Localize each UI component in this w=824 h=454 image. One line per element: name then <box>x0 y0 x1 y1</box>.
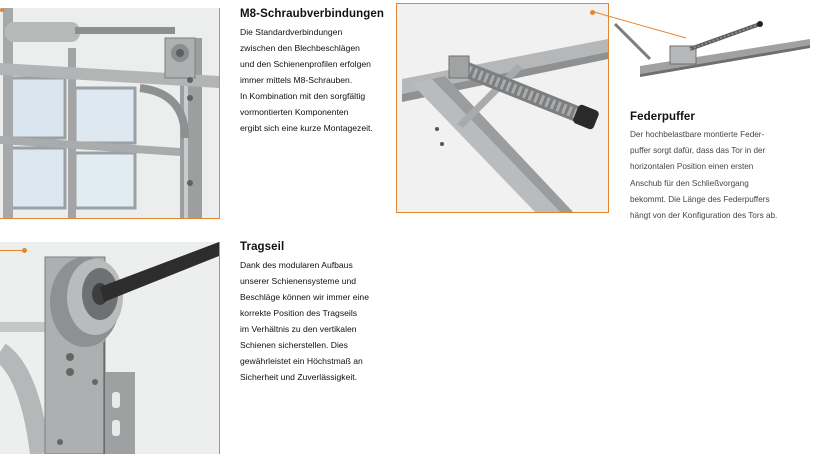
tragseil-line: Dank des modularen Aufbaus <box>240 260 353 270</box>
tragseil-heading: Tragseil <box>240 241 285 253</box>
federpuffer-line: Der hochbelastbare montierte Feder- <box>630 130 765 139</box>
federpuffer-line: hängt von der Konfiguration des Tors ab. <box>630 211 778 221</box>
federpuffer-line: Anschub für den Schließvorgang <box>630 178 749 188</box>
tragseil-line: unserer Schienensysteme und <box>240 276 357 286</box>
m8-line: ergibt sich eine kurze Montagezeit. <box>240 123 373 133</box>
m8-heading: M8-Schraubverbindungen <box>240 8 385 20</box>
tragseil-line: Schienen sicherstellen. Dies <box>240 340 348 350</box>
m8-connection-photo <box>0 8 220 219</box>
tragseil-line: im Verhältnis zu den vertikalen <box>240 324 357 334</box>
cable-drum-photo <box>0 242 220 454</box>
federpuffer-heading: Federpuffer <box>630 111 695 123</box>
federpuffer-line: bekommt. Die Länge des Federpuffers <box>630 194 770 204</box>
m8-line: vormontierten Komponenten <box>240 107 349 117</box>
federpuffer-text-block <box>630 111 820 224</box>
m8-callout-line <box>0 8 4 12</box>
tragseil-line: Beschläge können wir immer eine <box>240 292 369 302</box>
m8-line: immer mittels M8-Schrauben. <box>240 75 353 85</box>
m8-line: In Kombination mit den sorgfältig <box>240 91 366 101</box>
m8-text-block <box>240 8 410 136</box>
federpuffer-overview-image <box>610 14 810 84</box>
tragseil-line: korrekte Position des Tragseils <box>240 308 358 318</box>
federpuffer-line: puffer sorgt dafür, dass das Tor in der <box>630 146 766 156</box>
m8-line: und den Schienenprofilen erfolgen <box>240 59 371 69</box>
federpuffer-line: horizontalen Position einen ersten <box>630 162 754 172</box>
m8-line: Die Standardverbindungen <box>240 27 343 37</box>
tragseil-callout-dot <box>22 248 27 253</box>
m8-line: zwischen den Blechbeschlägen <box>240 43 360 53</box>
spring-buffer-photo <box>396 3 609 213</box>
tragseil-line: gewährleistet ein Höchstmaß an <box>240 356 363 366</box>
tragseil-line: Sicherheit und Zuverlässigkeit. <box>240 372 358 382</box>
tragseil-text-block <box>240 241 410 385</box>
